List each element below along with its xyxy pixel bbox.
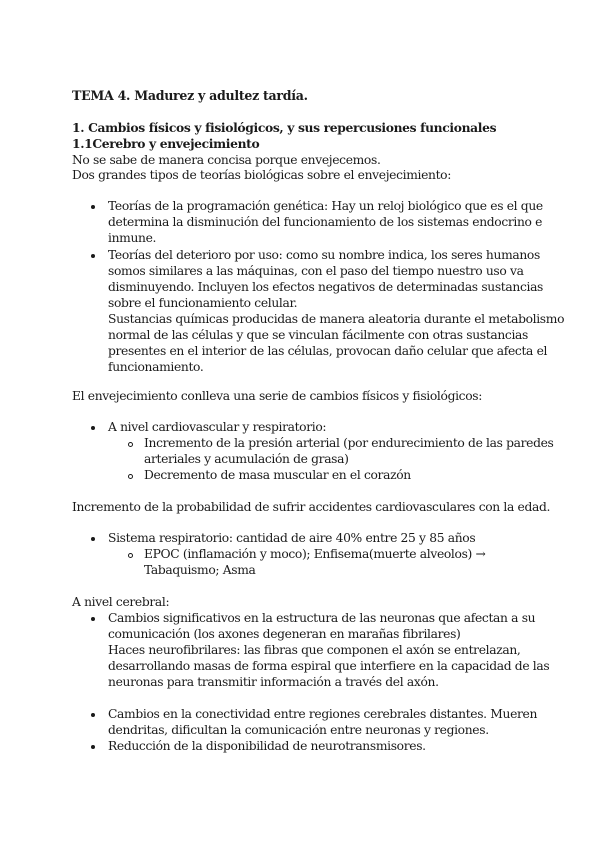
sub-item-line: EPOC (inflamación y moco); Enfisema(muerte alveolos) → — [144, 547, 486, 561]
sub-item-line: arteriales y acumulación de grasa) — [144, 452, 349, 466]
sub-item-line: Tabaquismo; Asma — [144, 563, 256, 577]
paragraph: A nivel cerebral: — [72, 595, 170, 609]
list-item-line: Teorías del deterioro por uso: como su nombre indica, los seres humanos — [108, 248, 540, 262]
intro-line: No se sabe de manera concisa porque envejecemos. — [72, 153, 381, 167]
list-item-line: neuronas para transmitir información a través del axón. — [108, 675, 439, 689]
list-item-line: Teorías de la programación genética: Hay un reloj biológico que es el que — [108, 199, 543, 213]
sub-bullet-icon — [128, 553, 133, 558]
bullet-icon — [91, 205, 95, 209]
bullet-icon — [91, 254, 95, 258]
paragraph: Incremento de la probabilidad de sufrir accidentes cardiovasculares con la edad. — [72, 500, 551, 514]
bullet-icon — [91, 537, 95, 541]
list-item-line: desarrollando masas de forma espiral que interfiere en la capacidad de las — [108, 659, 550, 673]
paragraph: El envejecimiento conlleva una serie de cambios físicos y fisiológicos: — [72, 389, 483, 403]
subsection-heading: 1.1Cerebro y envejecimiento — [72, 136, 260, 151]
list-item-line: funcionamiento. — [108, 360, 204, 374]
list-item-line: A nivel cardiovascular y respiratorio: — [108, 420, 327, 434]
list-item-line: normal de las células y que se vinculan fácilmente con otras sustancias — [108, 328, 528, 342]
list-item-line: somos similares a las máquinas, con el paso del tiempo nuestro uso va — [108, 264, 524, 278]
list-item-line: Cambios en la conectividad entre regiones cerebrales distantes. Mueren — [108, 707, 538, 721]
sub-bullet-icon — [128, 474, 133, 479]
list-item-line: determina la disminución del funcionamiento de los sistemas endocrino e — [108, 215, 543, 229]
bullet-icon — [91, 713, 95, 717]
list-item-line: presentes en el interior de las células, provocan daño celular que afecta el — [108, 344, 548, 358]
sub-bullet-icon — [128, 442, 133, 447]
list-item-line: disminuyendo. Incluyen los efectos negativos de determinadas sustancias — [108, 280, 544, 294]
sub-item-line: Incremento de la presión arterial (por endurecimiento de las paredes — [144, 436, 554, 450]
list-item-line: sobre el funcionamiento celular. — [108, 296, 298, 310]
list-item-line: Cambios significativos en la estructura de las neuronas que afectan a su — [108, 611, 536, 625]
bullet-icon — [91, 426, 95, 430]
bullet-icon — [91, 745, 95, 749]
list-item-line: Sustancias químicas producidas de manera aleatoria durante el metabolismo — [108, 312, 565, 326]
section-heading: 1. Cambios físicos y fisiológicos, y sus repercusiones funcionales — [72, 120, 497, 135]
list-item-line: comunicación (los axones degeneran en marañas fibrilares) — [108, 627, 461, 641]
sub-item-line: Decremento de masa muscular en el corazón — [144, 468, 411, 482]
list-item-line: dendritas, dificultan la comunicación entre neuronas y regiones. — [108, 723, 489, 737]
list-item-line: Haces neurofibrilares: las fibras que componen el axón se entrelazan, — [108, 643, 521, 657]
list-item-line: Reducción de la disponibilidad de neurotransmisores. — [108, 739, 426, 753]
page-title: TEMA 4. Madurez y adultez tardía. — [72, 88, 308, 103]
bullet-icon — [91, 617, 95, 621]
list-item-line: inmune. — [108, 231, 157, 245]
intro-line: Dos grandes tipos de teorías biológicas sobre el envejecimiento: — [72, 168, 452, 182]
list-item-line: Sistema respiratorio: cantidad de aire 40% entre 25 y 85 años — [108, 531, 476, 545]
